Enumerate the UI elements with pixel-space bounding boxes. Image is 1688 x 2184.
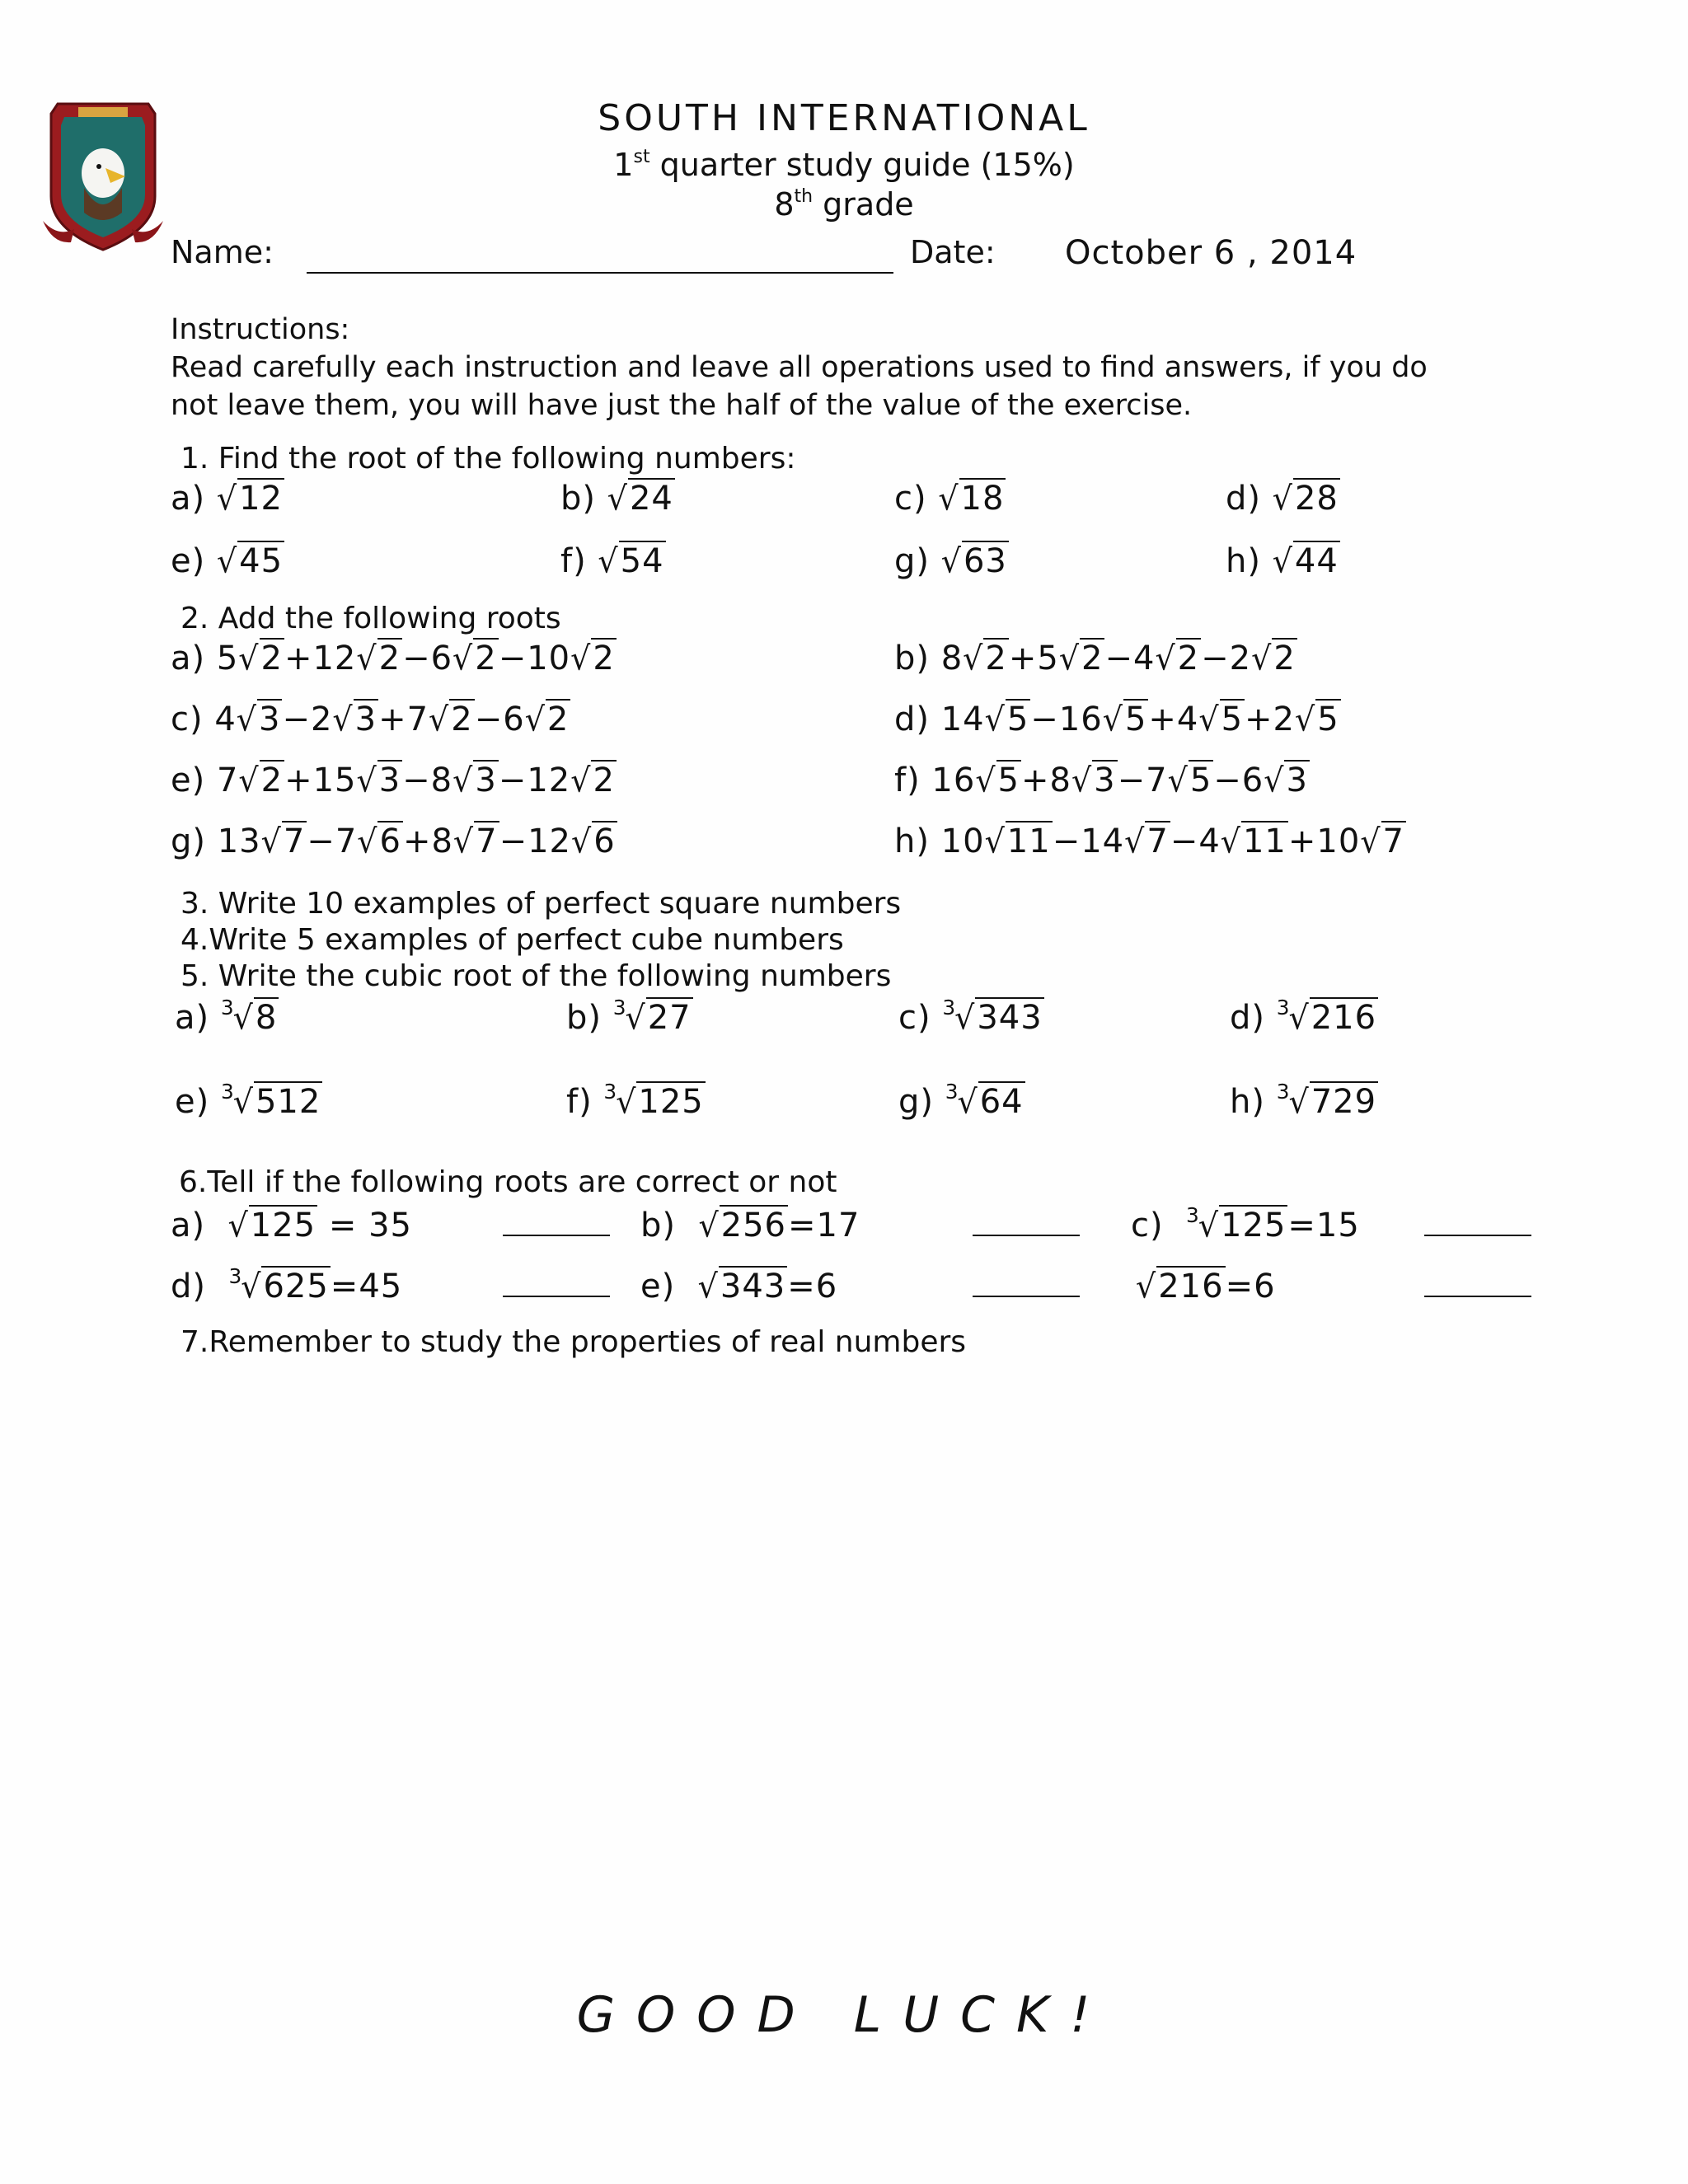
radicand: 54 — [620, 542, 664, 580]
radical-sign-icon: √ — [1288, 1082, 1310, 1122]
name-blank-line — [307, 272, 893, 274]
coefficient: +15 — [284, 762, 357, 799]
item-label: h) — [1226, 542, 1261, 580]
radical — [217, 542, 284, 580]
radical — [612, 995, 693, 1038]
radical-sign-icon: √ — [1272, 479, 1293, 518]
radical — [220, 1079, 322, 1122]
radical — [1198, 701, 1245, 738]
radicand: 18 — [960, 480, 1005, 518]
radical-sign-icon: √ — [357, 822, 378, 861]
q5-item — [1230, 1079, 1378, 1122]
coefficient: +8 — [402, 823, 453, 860]
root-index: 3 — [220, 1079, 235, 1104]
q2-expression-f — [894, 762, 1310, 799]
coefficient: 7 — [216, 762, 239, 799]
coefficient: 14 — [940, 701, 985, 738]
radical — [1124, 823, 1170, 860]
radicand: 2 — [378, 640, 401, 677]
radical — [975, 762, 1021, 799]
radical — [945, 1079, 1025, 1122]
radical — [357, 823, 403, 860]
date-value: October 6 , 2014 — [1065, 234, 1357, 272]
claimed-result: =15 — [1287, 1207, 1360, 1244]
coefficient: +5 — [1008, 640, 1059, 677]
item-label: f) — [566, 1083, 593, 1121]
radical — [1103, 701, 1149, 738]
radicand: 2 — [475, 640, 497, 677]
radical-sign-icon: √ — [940, 541, 962, 581]
radical-sign-icon: √ — [1102, 700, 1123, 739]
answer-blank[interactable] — [973, 1235, 1080, 1236]
radical — [1221, 823, 1288, 860]
radical — [571, 823, 617, 860]
q1-item — [171, 542, 284, 580]
radicand: 216 — [1311, 999, 1377, 1037]
radical — [963, 640, 1009, 677]
q6-item-c — [1131, 1202, 1360, 1245]
question-4-title: 4.Write 5 examples of perfect cube numbers — [181, 923, 844, 957]
coefficient: −8 — [402, 762, 453, 799]
q1-item — [894, 542, 1009, 580]
radical-sign-icon: √ — [241, 1267, 262, 1306]
radicand: 7 — [1146, 823, 1169, 860]
coefficient: +12 — [284, 640, 357, 677]
radical-sign-icon: √ — [236, 700, 257, 739]
root-index: 3 — [942, 995, 957, 1019]
radicand: 12 — [239, 480, 283, 518]
coefficient: 13 — [217, 823, 261, 860]
radical-sign-icon: √ — [963, 639, 984, 678]
item-label: f) — [560, 542, 587, 580]
item-label: b) — [894, 640, 941, 677]
radical — [356, 762, 402, 799]
radical — [598, 542, 665, 580]
q5-item — [175, 995, 279, 1038]
radical-sign-icon: √ — [452, 761, 474, 800]
root-index: 3 — [612, 995, 627, 1019]
school-name: SOUTH INTERNATIONAL — [598, 97, 1090, 139]
radical-sign-icon: √ — [571, 822, 593, 861]
radical — [698, 1207, 788, 1244]
item-label: d) — [171, 1268, 206, 1305]
radical — [1273, 542, 1340, 580]
radicand: 3 — [354, 701, 377, 738]
item-label: e) — [175, 1083, 210, 1121]
radical-sign-icon: √ — [429, 700, 450, 739]
root-index: 3 — [1276, 1079, 1291, 1104]
q2-expression-c — [171, 701, 570, 738]
item-label: a) — [171, 480, 206, 518]
radical-sign-icon: √ — [232, 998, 254, 1038]
radical-sign-icon: √ — [524, 700, 546, 739]
radicand: 2 — [593, 762, 615, 799]
radical — [220, 995, 279, 1038]
item-label: c) — [894, 480, 927, 518]
coefficient: 8 — [940, 640, 964, 677]
radicand: 24 — [629, 480, 673, 518]
radicand: 2 — [593, 640, 615, 677]
radical-sign-icon: √ — [598, 541, 619, 581]
q5-item — [566, 995, 693, 1038]
radicand: 63 — [963, 542, 1007, 580]
coefficient: −6 — [1213, 762, 1264, 799]
radical-sign-icon: √ — [1198, 1206, 1220, 1245]
radical-sign-icon: √ — [1295, 700, 1316, 739]
name-label: Name: — [171, 234, 274, 270]
radicand: 2 — [1273, 640, 1296, 677]
radical-sign-icon: √ — [984, 822, 1006, 861]
item-label: d) — [894, 701, 941, 738]
root-index: 3 — [603, 1079, 618, 1104]
radicand: 28 — [1294, 480, 1339, 518]
radical — [1276, 1079, 1378, 1122]
radical — [1186, 1202, 1287, 1245]
radical — [1276, 995, 1378, 1038]
radical-sign-icon: √ — [1360, 822, 1381, 861]
radical — [1273, 480, 1340, 518]
item-label: g) — [898, 1083, 934, 1121]
radicand: 2 — [260, 762, 284, 799]
radical-sign-icon: √ — [1124, 822, 1146, 861]
q2-expression-e — [171, 762, 617, 799]
radical — [453, 823, 499, 860]
radicand: 3 — [378, 762, 401, 799]
radicand: 64 — [979, 1083, 1024, 1121]
radicand: 45 — [239, 542, 284, 580]
coefficient: 10 — [940, 823, 985, 860]
radicand: 7 — [1382, 823, 1404, 860]
radicand: 5 — [1189, 762, 1212, 799]
radical — [261, 823, 307, 860]
radical — [698, 1268, 788, 1305]
radicand: 3 — [475, 762, 497, 799]
guide-title: 1st quarter study guide (15%) — [613, 147, 1075, 183]
root-index: 3 — [1276, 995, 1291, 1019]
good-luck-footer: GOOD LUCK! — [576, 1986, 1112, 2044]
radical-sign-icon: √ — [356, 761, 377, 800]
radical — [228, 1207, 318, 1244]
coefficient: −2 — [282, 701, 333, 738]
radical-sign-icon: √ — [616, 1082, 637, 1122]
radicand: 6 — [379, 823, 401, 860]
coefficient: −7 — [307, 823, 358, 860]
coefficient: +10 — [1287, 823, 1361, 860]
radicand: 5 — [1124, 701, 1147, 738]
q6-item-e — [640, 1268, 837, 1305]
radical-sign-icon: √ — [216, 541, 238, 581]
coefficient: −7 — [1117, 762, 1168, 799]
radical-sign-icon: √ — [1198, 700, 1220, 739]
root-index: 3 — [1186, 1202, 1200, 1227]
question-1-title: 1. Find the root of the following numbers: — [181, 442, 796, 476]
grade-level: 8th grade — [774, 186, 914, 223]
radical — [1071, 762, 1118, 799]
answer-blank[interactable] — [503, 1296, 610, 1297]
radical-sign-icon: √ — [238, 639, 260, 678]
coefficient: −6 — [474, 701, 525, 738]
radical-sign-icon: √ — [607, 479, 628, 518]
q2-expression-g — [171, 823, 617, 860]
instructions-line-1: Read carefully each instruction and leave all operations used to find answers, if you do — [171, 351, 1428, 384]
coefficient: +4 — [1148, 701, 1199, 738]
radical — [228, 1263, 330, 1306]
coefficient: −6 — [402, 640, 453, 677]
radical — [570, 640, 617, 677]
item-label: d) — [1230, 999, 1265, 1037]
radicand: 2 — [451, 701, 473, 738]
item-label: c) — [171, 701, 215, 738]
root-index: 3 — [945, 1079, 959, 1104]
q6-item-f — [1136, 1268, 1276, 1305]
radical-sign-icon: √ — [1155, 639, 1176, 678]
coefficient: −14 — [1052, 823, 1125, 860]
item-label: c) — [898, 999, 931, 1037]
radicand: 125 — [1221, 1207, 1287, 1244]
radical — [942, 995, 1043, 1038]
radicand: 8 — [255, 999, 278, 1037]
q1-item — [1226, 542, 1340, 580]
radical — [941, 542, 1009, 580]
radicand: 44 — [1294, 542, 1339, 580]
q5-item — [1230, 995, 1378, 1038]
radical-sign-icon: √ — [984, 700, 1006, 739]
coefficient: −2 — [1201, 640, 1252, 677]
date-label: Date: — [910, 234, 996, 270]
radical-sign-icon: √ — [356, 639, 377, 678]
question-3-title: 3. Write 10 examples of perfect square numbers — [181, 887, 902, 921]
radical-sign-icon: √ — [1251, 639, 1273, 678]
radical — [570, 762, 617, 799]
radicand: 7 — [283, 823, 306, 860]
radicand: 6 — [593, 823, 616, 860]
answer-blank[interactable] — [503, 1235, 610, 1236]
radical — [985, 701, 1031, 738]
radical-sign-icon: √ — [1058, 639, 1081, 678]
radical — [452, 762, 499, 799]
radical-sign-icon: √ — [698, 1206, 720, 1245]
radicand: 625 — [263, 1268, 329, 1305]
claimed-result: =6 — [787, 1268, 838, 1305]
radical — [1168, 762, 1214, 799]
radicand: 3 — [258, 701, 281, 738]
radicand: 125 — [250, 1207, 316, 1244]
item-label: f) — [894, 762, 932, 799]
q6-item-a — [171, 1207, 412, 1244]
radicand: 343 — [720, 1268, 786, 1305]
radicand: 11 — [1006, 823, 1051, 860]
item-label: a) — [175, 999, 210, 1037]
radical — [985, 823, 1053, 860]
item-label: e) — [171, 542, 206, 580]
radicand: 5 — [1221, 701, 1244, 738]
q2-expression-b — [894, 640, 1297, 677]
radicand: 216 — [1158, 1268, 1224, 1305]
radical-sign-icon: √ — [1272, 541, 1293, 581]
item-label: h) — [1230, 1083, 1265, 1121]
q6-item-b — [640, 1207, 860, 1244]
radical-sign-icon: √ — [238, 761, 260, 800]
radicand: 2 — [1177, 640, 1200, 677]
radical — [607, 480, 675, 518]
radicand: 5 — [1317, 701, 1339, 738]
radical-sign-icon: √ — [625, 998, 646, 1038]
answer-blank[interactable] — [1424, 1235, 1531, 1236]
radical-sign-icon: √ — [975, 761, 996, 800]
coefficient: −16 — [1030, 701, 1103, 738]
radical-sign-icon: √ — [1071, 761, 1093, 800]
radical-sign-icon: √ — [957, 1082, 978, 1122]
radical — [356, 640, 402, 677]
coefficient: −12 — [498, 762, 571, 799]
item-label: b) — [566, 999, 602, 1037]
item-label: a) — [171, 640, 217, 677]
item-label: e) — [640, 1268, 676, 1305]
item-label: e) — [171, 762, 217, 799]
radical-sign-icon: √ — [1220, 822, 1241, 861]
q5-item — [566, 1079, 706, 1122]
radical-sign-icon: √ — [697, 1267, 719, 1306]
radical — [452, 640, 499, 677]
coefficient: −12 — [499, 823, 571, 860]
radical-sign-icon: √ — [570, 639, 592, 678]
radical — [525, 701, 571, 738]
radical — [238, 762, 284, 799]
item-label: b) — [640, 1207, 676, 1244]
q1-item — [560, 542, 666, 580]
claimed-result: =6 — [1225, 1268, 1276, 1305]
radicand: 3 — [1094, 762, 1116, 799]
instructions-heading: Instructions: — [171, 313, 350, 346]
coefficient: +7 — [378, 701, 429, 738]
q5-item — [175, 1079, 322, 1122]
claimed-result: =17 — [788, 1207, 860, 1244]
radical — [1295, 701, 1341, 738]
radicand: 7 — [476, 823, 498, 860]
coefficient: −4 — [1104, 640, 1156, 677]
coefficient: −10 — [498, 640, 571, 677]
item-label: d) — [1226, 480, 1261, 518]
q1-item — [894, 480, 1006, 518]
answer-blank[interactable] — [973, 1296, 1080, 1297]
radicand: 729 — [1311, 1083, 1377, 1121]
radicand: 343 — [977, 999, 1043, 1037]
radical — [237, 701, 283, 738]
radical — [1059, 640, 1105, 677]
radicand: 2 — [985, 640, 1007, 677]
item-label: g) — [171, 823, 218, 860]
item-label: b) — [560, 480, 596, 518]
claimed-result: = 35 — [317, 1207, 412, 1244]
item-label: a) — [171, 1207, 206, 1244]
coefficient: 4 — [214, 701, 237, 738]
root-index: 3 — [228, 1263, 243, 1288]
radical-sign-icon: √ — [1136, 1267, 1157, 1306]
q6-item-d — [171, 1263, 403, 1306]
q5-item — [898, 995, 1044, 1038]
radical — [332, 701, 378, 738]
radicand: 5 — [997, 762, 1020, 799]
radicand: 2 — [1081, 640, 1104, 677]
radical — [603, 1079, 705, 1122]
radicand: 3 — [1286, 762, 1308, 799]
radicand: 256 — [720, 1207, 787, 1244]
coefficient: +8 — [1020, 762, 1071, 799]
radical — [1360, 823, 1406, 860]
radicand: 125 — [638, 1083, 704, 1121]
radical — [1136, 1268, 1226, 1305]
radicand: 5 — [1006, 701, 1029, 738]
radicand: 27 — [647, 999, 692, 1037]
claimed-result: =45 — [330, 1268, 403, 1305]
radical — [1155, 640, 1201, 677]
question-7-title: 7.Remember to study the properties of real numbers — [181, 1325, 967, 1359]
radical-sign-icon: √ — [570, 761, 592, 800]
q1-item — [560, 480, 675, 518]
item-label: h) — [894, 823, 941, 860]
item-label: c) — [1131, 1207, 1164, 1244]
item-label: g) — [894, 542, 930, 580]
radical-sign-icon: √ — [1288, 998, 1310, 1038]
radical-sign-icon: √ — [452, 639, 474, 678]
radical-sign-icon: √ — [216, 479, 238, 518]
radical — [938, 480, 1006, 518]
radical — [1264, 762, 1310, 799]
radical-sign-icon: √ — [227, 1206, 249, 1245]
radical-sign-icon: √ — [332, 700, 354, 739]
radical-sign-icon: √ — [1264, 761, 1285, 800]
q1-item — [171, 480, 284, 518]
radical-sign-icon: √ — [954, 998, 976, 1038]
radical — [238, 640, 284, 677]
answer-blank[interactable] — [1424, 1296, 1531, 1297]
radical — [1251, 640, 1297, 677]
q2-expression-h — [894, 823, 1406, 860]
radical-sign-icon: √ — [260, 822, 282, 861]
q5-item — [898, 1079, 1025, 1122]
radical-sign-icon: √ — [452, 822, 475, 861]
root-index: 3 — [220, 995, 235, 1019]
radical-sign-icon: √ — [232, 1082, 254, 1122]
question-5-title: 5. Write the cubic root of the following numbers — [181, 959, 892, 993]
coefficient: +2 — [1245, 701, 1295, 738]
radicand: 512 — [255, 1083, 321, 1121]
instructions-line-2: not leave them, you will have just the half of the value of the exercise. — [171, 389, 1193, 422]
question-6-title: 6.Tell if the following roots are correct or not — [179, 1165, 837, 1199]
radicand: 2 — [546, 701, 570, 738]
coefficient: 16 — [931, 762, 976, 799]
coefficient: 5 — [216, 640, 239, 677]
q2-expression-d — [894, 701, 1341, 738]
coefficient: −4 — [1170, 823, 1221, 860]
radicand: 2 — [260, 640, 283, 677]
radical — [217, 480, 284, 518]
q2-expression-a — [171, 640, 617, 677]
radical — [429, 701, 475, 738]
q1-item — [1226, 480, 1340, 518]
radical-sign-icon: √ — [938, 479, 959, 518]
question-2-title: 2. Add the following roots — [181, 602, 561, 635]
radical-sign-icon: √ — [1167, 761, 1189, 800]
radicand: 11 — [1242, 823, 1287, 860]
